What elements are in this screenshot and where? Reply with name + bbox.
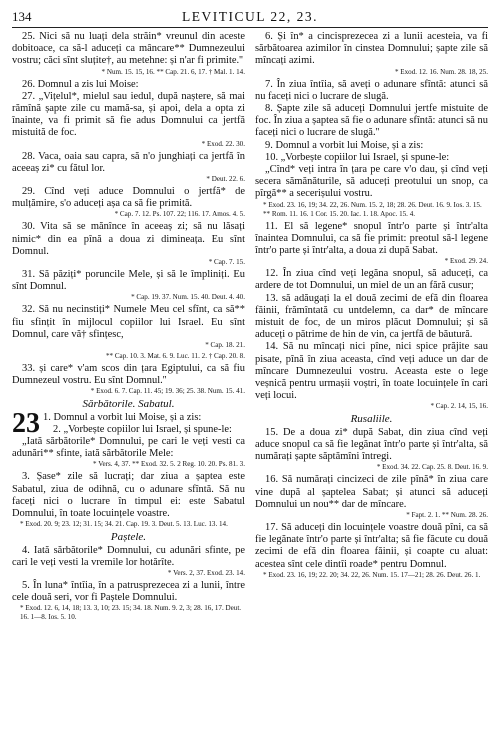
verse-22-32: 32. Să nu necinstiți* Numele Meu cel sfînt, ca să** fiu sfințit în mijlocul copiilor lui Israel. Eu sînt Domnul, care vă† sfințesc, [12, 304, 245, 340]
cross-reference: * Fapt. 2. 1. ** Num. 28. 26. [406, 510, 488, 519]
verse-23-10: 10. „Vorbește copiilor lui Israel, și spune-le: [265, 151, 450, 163]
right-column [255, 31, 488, 624]
cross-reference: * Exod. 6. 7. Cap. 11. 45; 19. 36; 25. 38. Num. 15. 41. [90, 387, 245, 396]
cross-reference: * Vers. 2, 37. Exod. 23. 14. [167, 568, 245, 577]
verse-22-28: 28. Vaca, oaia sau capra, să n'o junghiați ca jertfă în aceeaș zi* cu fătul lor. [12, 150, 245, 174]
cross-reference: * Deut. 22. 6. [206, 175, 245, 184]
cross-reference: * Exod. 12. 16. Num. 28. 18, 25. [394, 67, 488, 76]
verse-23-9: 9. Domnul a vorbit lui Moise, și a zis: [265, 139, 424, 151]
verse-23-15: 15. De a doua zi* după Sabat, din ziua cînd veți aduce snopul ca să fie legănat într'o parte și într'alta, să numărați șapte săptămîni întregi. [255, 426, 488, 463]
cross-reference: * Exod. 12. 6, 14, 18; 13. 3, 10; 23. 15; 34. 18. Num. 9. 2, 3; 28. 16, 17. Deut. 16. 1—8. Ios. 5. 10. [20, 604, 242, 622]
verse-22-26: 26. Domnul a zis lui Moise: [22, 78, 139, 90]
verse-22-27: 27. „Vițelul*, mielul sau iedul, după naștere, să mai rămînă șapte zile cu mamă-sa, și apoi, dela a opta zi înainte, va fi primit să fie adus Domnului ca jertfă mistuită de foc. [12, 90, 245, 139]
verse-23-7: 7. În ziua întîia, să aveți o adunare sfîntă: atunci să nu faceți nici o lucrare de slugă. [255, 78, 488, 102]
cross-reference: * Exod. 22. 30. [201, 139, 245, 148]
cross-reference: * Exod. 20. 9; 23. 12; 31. 15; 34. 21. Cap. 19. 3. Deut. 5. 13. Luc. 13. 14. [20, 520, 228, 529]
cross-reference: * Cap. 7. 15. [208, 258, 245, 267]
cross-reference: * Num. 15. 15, 16. ** Cap. 21. 6, 17. † Mal. 1. 14. [101, 67, 245, 76]
running-title: LEVITICUL 22, 23. [182, 9, 318, 24]
verse-23-3: 3. Șase* zile să lucrați; dar ziua a șaptea este Sabatul, ziua de odihnă, cu o adunare sfîntă. Să nu faceți nici o lucrare în timpul ei: este Sabatul Domnului, în toate locuințele voastre. [12, 471, 245, 520]
two-column-text [12, 31, 488, 624]
cross-reference: * Vers. 4, 37. ** Exod. 32. 5. 2 Reg. 10. 20. Ps. 81. 3. [93, 460, 245, 469]
verse-23-11: 11. El să legene* snopul într'o parte și într'alta înaintea Domnului, ca să fie primit: preotul să-l legene într'o parte și într'alta, a doua zi după Sabat. [255, 220, 488, 257]
cross-reference: * Cap. 18. 21. [205, 341, 245, 350]
cross-reference: * Cap. 7. 12. Ps. 107. 22; 116. 17. Amos. 4. 5. [114, 210, 245, 219]
verse-23-16: 16. Să numărați cincizeci de zile pînă* în ziua care vine după al șaptelea Sabat; și atunci să aduceți Domnului un nou** dar de mîncare. [255, 474, 488, 510]
verse-22-33: 33. și care* v'am scos din țara Egiptului, ca să fiu Dumnezeul vostru. Eu sînt Domnul.'' [12, 363, 245, 387]
cross-reference: * Exod. 23. 16, 19; 34. 22, 26. Num. 15. 2, 18; 28. 26. Deut. 16. 9. Ios. 3. 15. ** Rom. 11. 16. 1 Cor. 15. 20. Iac. 1. 18. Apoc. 15. 4. [263, 200, 482, 218]
verse-23-13: 13. să adăugați la el două zecimi de efă din floarea făinii, frămîntată cu untdelemn, ca dar* de mîncare mistuit de foc, de un miros plăcut Domnului; și să aduceți o pătrime de hin de vin, ca jertfă de băutură. [255, 292, 488, 341]
verse-23-4: 4. Iată sărbătorile* Domnului, cu adunări sfinte, pe cari le veți vesti la vremile lor hotărîte. [12, 544, 245, 568]
verse-23-12: 12. În ziua cînd veți legăna snopul, să aduceți, ca ardere de tot Domnului, un miel de un an fără cusur; [255, 268, 488, 292]
section-heading-sabbath: Sărbătorile. Sabatul. [82, 398, 175, 411]
chapter-number: 23 [12, 407, 40, 439]
cross-reference: * Exod. 23. 16, 19; 22. 20; 34. 22, 26. Num. 15. 17—21; 28. 26. Deut. 26. 1. [263, 570, 481, 579]
verse-22-29: 29. Cînd veți aduce Domnului o jertfă* de mulțămire, s'o aduceți așa ca să fie primită. [12, 186, 245, 210]
verse-23-5: 5. În luna* întîia, în a patrusprezecea zi a lunii, între cele două seri, vor fi Paștele Domnului. [12, 579, 245, 604]
cross-reference: * Cap. 2. 14, 15, 16. [430, 402, 488, 411]
verse-23-6: 6. Și în* a cincisprezecea zi a lunii acesteia, va fi sărbătoarea azimilor în cinstea Domnului; șapte zile să mîncați azimi. [255, 31, 488, 67]
cross-reference: ** Cap. 10. 3. Mat. 6. 9. Luc. 11. 2. † Cap. 20. 8. [105, 352, 245, 361]
cross-reference: * Exod. 29. 24. [444, 257, 488, 266]
verse-23-2: 2. „Vorbește copiilor lui Israel, și spune-le: [53, 423, 232, 435]
verse-23-8: 8. Șapte zile să aduceți Domnului jertfe mistuite de foc. În ziua a șaptea să fie o adunare sfîntă: atunci să nu faceți nici o lucrare de slugă.'' [255, 103, 488, 139]
verse-23-2-cont: „Iată sărbătorile* Domnului, pe cari le veți vesti ca adunări** sfinte, iată sărbătorile Mele: [12, 436, 245, 460]
section-heading-pentecost: Rusaliile. [350, 413, 393, 426]
cross-reference: * Cap. 19. 37. Num. 15. 40. Deut. 4. 40. [131, 293, 245, 302]
page-number: 134 [12, 9, 32, 24]
verse-23-10-cont: „Cînd* veți intra în țara pe care v'o dau, și cînd veți secera sămănăturile, să aduceți preotului un snop, ca pîrgă** a secerișului vostru. [255, 164, 488, 200]
verse-23-1-text: 1. Domnul a vorbit lui Moise, și a zis: [43, 411, 202, 423]
verse-22-30: 30. Vita să se mănînce în aceeaș zi; să nu lăsați nimic* din ea pînă a doua zi dimineața. Eu sînt Domnul. [12, 221, 245, 257]
verse-23-14: 14. Să nu mîncați nici pîne, nici spice prăjite sau pisate, pînă în ziua aceasta, cînd veți aduce un dar de mîncare Dumnezeului vostru. Aceasta este o lege veșnică pentru urmașii voștri, în toate locuințele în cari veți locui. [255, 341, 488, 402]
left-column [12, 31, 245, 624]
verse-23-17: 17. Să aduceți din locuințele voastre două pîni, ca să fie legănate într'o parte și într'alta; să fie făcute cu două zecimi de efă din floarea făinii, și coapte cu aluat: acestea sînt cele dintîi roade* pentru Domnul. [255, 521, 488, 570]
page-header [12, 9, 488, 28]
verse-22-31: 31. Să păziți* poruncile Mele, și să le împliniți. Eu sînt Domnul. [12, 269, 245, 293]
section-heading-passover: Paștele. [110, 531, 147, 544]
verse-22-25: 25. Nici să nu luați dela străin* vreunul din aceste dobitoace, ca să-l aduceți ca mâncare** Dumnezeului vostru; căci sînt sluțite†, au metehne: și n'ar fi primite.'' [12, 31, 245, 67]
cross-reference: * Exod. 34. 22. Cap. 25. 8. Deut. 16. 9. [376, 463, 488, 472]
